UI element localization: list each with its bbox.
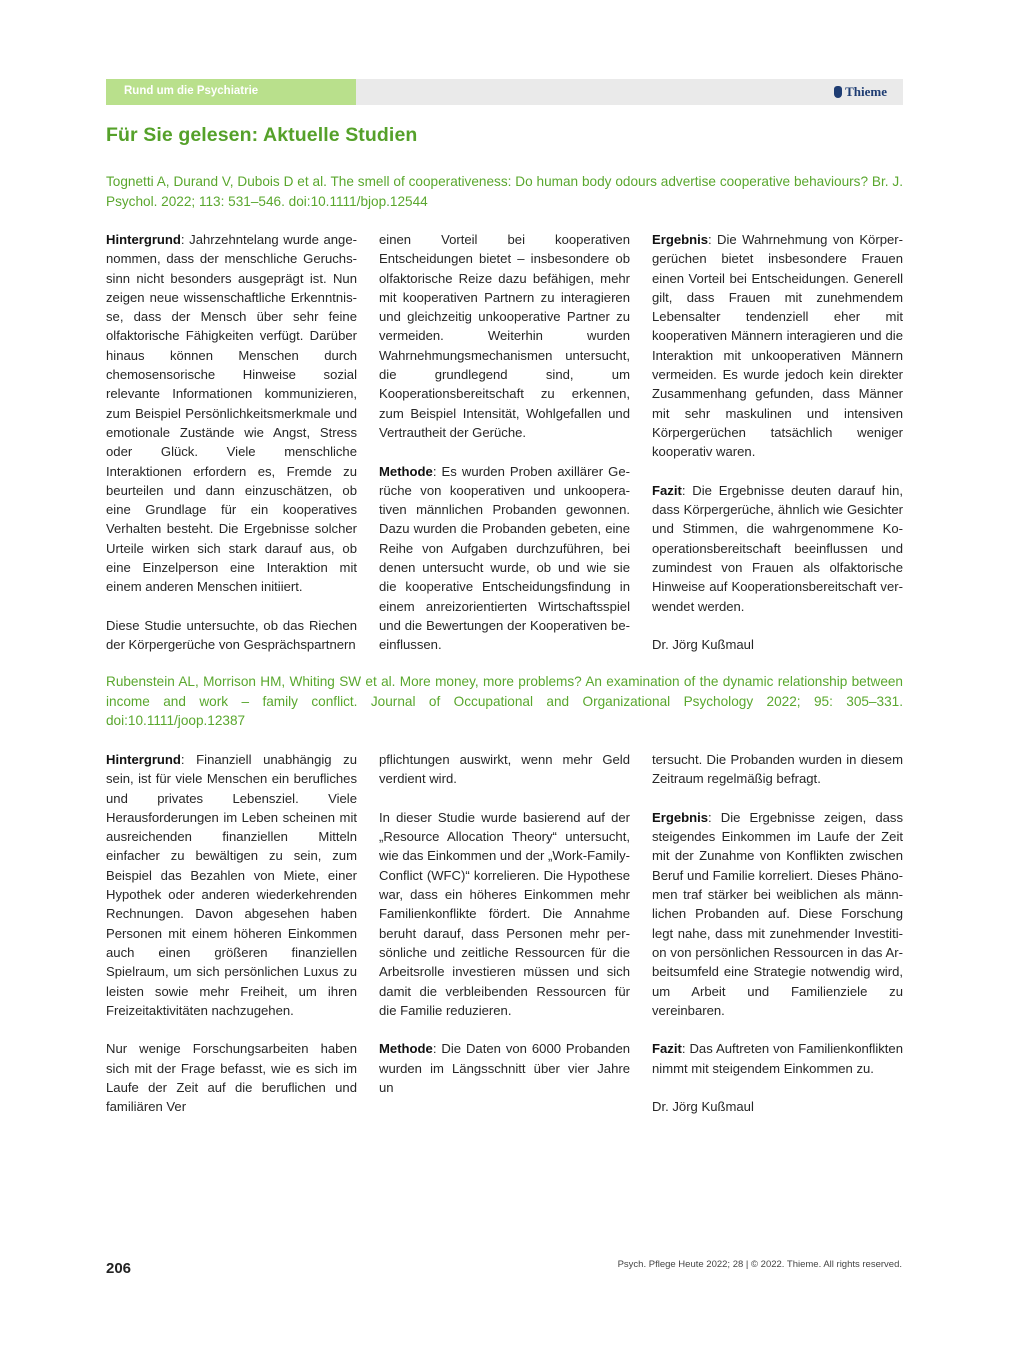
paragraph-text: Die Ergebnisse deuten darauf hin, dass Körpergerüche, ähnlich wie Gesichter und Stimmen, die wahrgenommene Kooperationsbereitschaft beeinflussen und zumindest von Frauen als olfaktorische Hinweise auf Kooperationsbereitschaft verwendet werden.: [652, 482, 904, 614]
paragraph-label: Methode: [379, 463, 433, 479]
paragraph-text: In dieser Studie wurde basierend auf der „Resource Allocation Theory“ untersucht, wie das Einkommen und der „Work-Family-Conflict (WFC)“ korrelieren. Die Hypothese war, dass ein höheres Einkommen mehr Familienkonflikte fördert. Die Annahme beruht darauf, dass Personen mehr persönliche und zeitliche Ressourcen für die Arbeitsrolle investieren müssen und sich damit die verbleibenden Ressourcen für die Familie reduzieren.: [379, 809, 630, 1018]
paragraph-label: Ergebnis: [652, 232, 709, 247]
paragraph: Methode: Die Daten von 6000 Probanden wurden im Längsschnitt über vier Jahre un: [379, 1041, 631, 1096]
paragraph-text: Die Daten von 6000 Probanden wurden im Längsschnitt über vier Jahre un: [379, 1041, 631, 1096]
article-1-citation: Tognetti A, Durand V, Dubois D et al. The smell of cooperativeness: Do human body odours advertise cooperative behaviours? Br. J. Psychol. 2022; 113: 531–546. doi:10.1111/bjop.12544: [106, 174, 903, 209]
author-signature: [652, 635, 903, 654]
paragraph: [106, 616, 357, 655]
paragraph-text: pflichtungen auswirkt, wenn mehr Geld verdient wird.: [379, 752, 630, 787]
paragraph: [379, 230, 630, 442]
paragraph-label: Fazit: [652, 482, 682, 498]
section-header-bar: [106, 79, 903, 105]
paragraph-text: Diese Studie untersuchte, ob das Riechen der Körpergerüche von Gesprächspartnern: [106, 617, 357, 653]
article-1-column-2: [379, 230, 630, 655]
paragraph-label: Ergebnis: [652, 809, 709, 825]
paragraph: Hintergrund: Finanziell unabhängig zu sein, ist für viele Menschen ein berufliches und privates Lebensziel. Viele Herausforderungen im Leben scheinen mit ausreichenden finanziellen Mitteln einfacher zu bewältigen zu sein, zum Beispiel das Bezahlen von Miete, einer Hypothek oder anderen wiederkehrenden Rechnungen. Davon abgesehen haben Personen mit einem höheren Einkommen auch einen größeren finanziellen Spielraum, um sich persönlichen Luxus zu leisten sowie mehr Freiheit, um ihren Freizeitaktivitäten nachzugehen.: [106, 752, 357, 1018]
paragraph: [379, 750, 630, 789]
paragraph-text: Dr. Jörg Kußmaul: [652, 637, 754, 653]
article-1-column-1: [106, 230, 357, 655]
paragraph-text: Jahrzehntelang wurde angenommen, dass der menschliche Geruchssinn nicht besonders ausgeprägt ist. Nun zeigen neue wissenschaftliche Erkenntnisse, dass der Mensch über sehr feine olfaktorische Fähigkeiten verfügt. Darüber hinaus können Menschen durch chemosensorische Hinweise sozial relevante Informationen kommunizieren, zum Beispiel Persönlichkeitsmerkmale und emotionale Zustände wie Angst, Stress oder Glück. Viele menschliche Interaktionen erfordern es, Fremde zu beurteilen und dann einzuschätzen, ob eine Grundlage für ein kooperatives Verhalten besteht. Die Ergebnisse solcher Urteile wirken sich stark darauf aus, ob eine Einzelperson eine Interaktion mit einem anderen Menschen initiiert.: [106, 232, 357, 595]
paragraph: Fazit: Das Auftreten von Familienkonflikten nimmt mit steigendem Einkommen zu.: [652, 1041, 903, 1076]
article-2-column-3: [652, 750, 903, 1117]
paragraph-label: Methode: [379, 1041, 433, 1057]
paragraph: Fazit: Die Ergebnisse deuten darauf hin, dass Körpergerüche, ähnlich wie Gesichter und Stimmen, die wahrgenommene Kooperationsbereitschaft beeinflussen und zumindest von Frauen als olfaktorische Hinweise auf Kooperationsbereitschaft verwendet werden.: [652, 482, 904, 614]
paragraph: Ergebnis: Die Wahrnehmung von Körpergerüchen bietet insbesondere Frauen einen Vorteil bei Entscheidungen. Generell gilt, dass Frauen mit zunehmendem Lebensalter tendenziell eher mit kooperativen Männern interagieren und die Interaktion mit unkooperativen Männern vermeiden. Es wurde jedoch kein direkter Zusammenhang gefunden, dass Männer mit sehr maskulinen und intensiven Körpergerüchen tatsächlich weniger kooperativ waren.: [652, 232, 903, 460]
paragraph-label: Hintergrund: [106, 232, 181, 247]
paragraph: Ergebnis: Die Ergebnisse zeigen, dass steigendes Einkommen im Laufe der Zeit mit der Zunahme von Konflikten zwischen Beruf und Familie korreliert. Dieses Phänomen traf stärker bei weiblichen als männlichen Probanden auf. Diese Forschung legt nahe, dass mit zunehmender Investition von persönlichen Ressourcen in das Arbeitsumfeld eine Strategie notwendig wird, um Arbeit und Familienziele zu vereinbaren.: [652, 809, 903, 1018]
paragraph-text: Dr. Jörg Kußmaul: [652, 1099, 754, 1115]
article-2-citation: Rubenstein AL, Morrison HM, Whiting SW et al. More money, more problems? An examination of the dynamic relationship between income and work – family conflict. Journal of Occupational and Organizational Psychology 2022; 95: 305–331. doi:10.1111/joop.12387: [106, 674, 903, 728]
paragraph: Methode: Es wurden Proben axillärer Gerüche von kooperativen und unkooperativen männlichen Probanden gewonnen. Dazu wurden die Probanden gebeten, eine Reihe von Aufgaben durchzuführen, bei denen untersucht wurde, ob und wie sie die kooperative Entscheidungsfindung in einem anreizorientierten Wirtschaftsspiel und die Bewertungen der Kooperativen beeinflussen.: [379, 463, 630, 653]
paragraph-text: Es wurden Proben axillärer Gerüche von kooperativen und unkooperativen männlichen Probanden gewonnen. Dazu wurden die Probanden gebeten, eine Reihe von Aufgaben durchzuführen, bei denen untersucht wurde, ob und wie sie die kooperative Entscheidungsfindung in einem anreizorientierten Wirtschaftsspiel und die Bewertungen der Kooperativen beeinflussen.: [379, 463, 630, 653]
paragraph-text: Finanziell unabhängig zu sein, ist für viele Menschen ein berufliches und privates Lebensziel. Viele Herausforderungen im Leben scheinen mit ausreichenden finanziellen Mitteln einfacher zu bewältigen zu sein, zum Beispiel das Bezahlen von Miete, einer Hypothek oder anderen wiederkehrenden Rechnungen. Davon abgesehen haben Personen mit einem höheren Einkommen auch einen größeren finanziellen Spielraum, um sich persönlichen Luxus zu leisten sowie mehr Freiheit, um ihren Freizeitaktivitäten nachzugehen.: [106, 752, 357, 1018]
article-2-column-2: [379, 750, 630, 1097]
paragraph-text: Die Ergebnisse zeigen, dass steigendes Einkommen im Laufe der Zeit mit der Zunahme von Konflikten zwischen Beruf und Familie korreliert. Dieses Phänomen traf stärker bei weiblichen als männlichen Probanden auf. Diese Forschung legt nahe, dass mit zunehmender Investition von persönlichen Ressourcen in das Arbeitsumfeld eine Strategie notwendig wird, um Arbeit und Familienziele zu vereinbaren.: [652, 809, 903, 1018]
paragraph-label: Hintergrund: [106, 752, 181, 767]
publisher-logo: [834, 79, 887, 105]
paragraph-text: tersucht. Die Probanden wurden in diesem Zeitraum regelmäßig befragt.: [652, 752, 903, 787]
article-1-column-3: [652, 230, 903, 655]
page-number: 206: [106, 1260, 132, 1277]
thieme-logo-icon: [834, 86, 842, 98]
paragraph-text: Die Wahrnehmung von Körpergerüchen bietet insbesondere Frauen einen Vorteil bei Entscheidungen. Generell gilt, dass Frauen mit zunehmendem Lebensalter tendenziell eher mit kooperativen Männern interagieren und die Interaktion mit unkooperativen Männern vermeiden. Es wurde jedoch kein direkter Zusammenhang gefunden, dass Männer mit sehr maskulinen und intensiven Körpergerüchen tatsächlich weniger kooperativ waren.: [652, 232, 903, 460]
author-signature: [652, 1097, 903, 1116]
paragraph: [652, 750, 903, 789]
paragraph: [106, 1039, 357, 1116]
article-2-column-1: [106, 750, 357, 1117]
publisher-name: Thieme: [845, 84, 887, 99]
paragraph-text: Nur wenige Forschungsarbeiten haben sich mit der Frage befasst, wie es sich im Laufe der Zeit auf die beruflichen und familiären Ver: [106, 1041, 357, 1115]
paragraph-label: Fazit: [652, 1041, 682, 1057]
paragraph: [379, 808, 630, 1020]
section-label: Rund um die Psychiatrie: [106, 79, 356, 105]
paragraph: Hintergrund: Jahrzehntelang wurde angenommen, dass der menschliche Geruchssinn nicht besonders ausgeprägt ist. Nun zeigen neue wissenschaftliche Erkenntnisse, dass der Mensch über sehr feine olfaktorische Fähigkeiten verfügt. Darüber hinaus können Menschen durch chemosensorische Hinweise sozial relevante Informationen kommunizieren, zum Beispiel Persönlichkeitsmerkmale und emotionale Zustände wie Angst, Stress oder Glück. Viele menschliche Interaktionen erfordern es, Fremde zu beurteilen und dann einzuschätzen, ob eine Grundlage für ein kooperatives Verhalten besteht. Die Ergebnisse solcher Urteile wirken sich stark darauf aus, ob eine Einzelperson eine Interaktion mit einem anderen Menschen initiiert.: [106, 232, 357, 595]
footer-credit: Psych. Pflege Heute 2022; 28 | © 2022. Thieme. All rights reserved.: [617, 1259, 902, 1270]
paragraph-text: Das Auftreten von Familienkonflikten nimmt mit steigendem Einkommen zu.: [652, 1041, 903, 1076]
page-title: Für Sie gelesen: Aktuelle Studien: [106, 124, 418, 146]
paragraph-text: einen Vorteil bei kooperativen Entscheidungen bietet – insbesondere ob olfaktorische Reize dazu befähigen, mehr mit kooperativen Partnern zu interagieren und gleichzeitig unkooperative Partner zu vermeiden. Weiterhin wurden Wahrnehmungsmechanismen untersucht, die grundlegend sind, um Kooperationsbereitschaft zu erkennen, zum Beispiel Intensität, Wohlgefallen und Vertrautheit der Gerüche.: [379, 232, 630, 440]
